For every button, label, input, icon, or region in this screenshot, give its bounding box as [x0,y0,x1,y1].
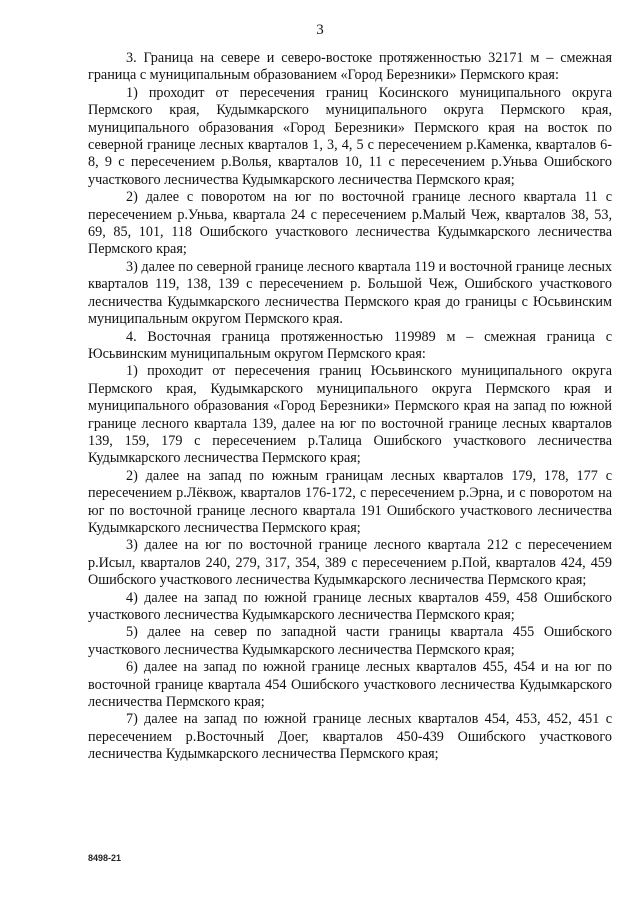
paragraph-4-7: 7) далее на запад по южной границе лесных кварталов 454, 453, 452, 451 с пересечением р.Восточный Доег, кварталов 450-439 Ошибского участкового лесничества Кудымкарского лесничества Пермского края; [88,711,612,763]
document-body [88,50,612,764]
paragraph-4-2: 2) далее на запад по южным границам лесных кварталов 179, 178, 177 с пересечением р.Лёквож, кварталов 176-172, с пересечением р.Эрна, и с поворотом на юг по восточной границе лесного квартала 191 Ошибского участкового лесничества Кудымкарского лесничества Пермского края; [88,467,612,536]
paragraph-4-3: 3) далее на юг по восточной границе лесного квартала 212 с пересечением р.Исыл, кварталов 240, 279, 317, 354, 389 с пересечением р.Пой, кварталов 424, 459 Ошибского участкового лесничества Кудымкарского лесничества Пермского края; [88,537,612,589]
paragraph-3-3: 3) далее по северной границе лесного квартала 119 и восточной границе лесных кварталов 119, 138, 139 с пересечением р. Большой Чеж, Ошибского участкового лесничества Кудымкарского лесничества Пермского края до границы с Юсьвинским муниципальным округом Пермского края. [88,258,612,328]
paragraph-4-5: 5) далее на север по западной части границы квартала 455 Ошибского участкового лесничества Кудымкарского лесничества Пермского края; [88,624,612,658]
paragraph-section-3: 3. Граница на севере и северо-востоке протяженностью 32171 м – смежная граница с муниципальным образованием «Город Березники» Пермского края: [88,50,612,84]
paragraph-3-1: 1) проходит от пересечения границ Косинского муниципального округа Пермского края, Кудымкарского муниципального округа Пермского края, муниципального образования «Город Березники» Пермского края на восток по северной границе лесных кварталов 1, 3, 4, 5 с пересечением р.Каменка, кварталов 6-8, 9 с пересечением р.Волья, кварталов 10, 11 с пересечением р.Уньва Ошибского участкового лесничества Кудымкарского лесничества Пермского края; [88,84,612,188]
paragraph-3-2: 2) далее с поворотом на юг по восточной границе лесного квартала 11 с пересечением р.Уньва, квартала 24 с пересечением р.Малый Чеж, кварталов 38, 53, 69, 85, 101, 118 Ошибского участкового лесничества Кудымкарского лесничества Пермского края; [88,189,612,258]
document-code: 8498-21 [88,853,122,863]
paragraph-4-1: 1) проходит от пересечения границ Юсьвинского муниципального округа Пермского края, Кудымкарского муниципального округа Пермского края и муниципального образования «Город Березники» Пермского края на запад по южной границе лесного квартала 139, далее на юг по восточной границе лесных кварталов 139, 159, 179 с пересечением р.Талица Ошибского участкового лесничества Кудымкарского лесничества Пермского края; [88,363,612,467]
paragraph-section-4: 4. Восточная граница протяженностью 119989 м – смежная граница с Юсьвинским муниципальным округом Пермского края: [88,328,612,362]
paragraph-4-4: 4) далее на запад по южной границе лесных кварталов 459, 458 Ошибского участкового лесничества Кудымкарского лесничества Пермского края; [88,589,612,623]
page-number: 3 [316,22,324,38]
paragraph-4-6: 6) далее на запад по южной границе лесных кварталов 455, 454 и на юг по восточной границе квартала 454 Ошибского участкового лесничества Кудымкарского лесничества Пермского края; [88,659,612,711]
